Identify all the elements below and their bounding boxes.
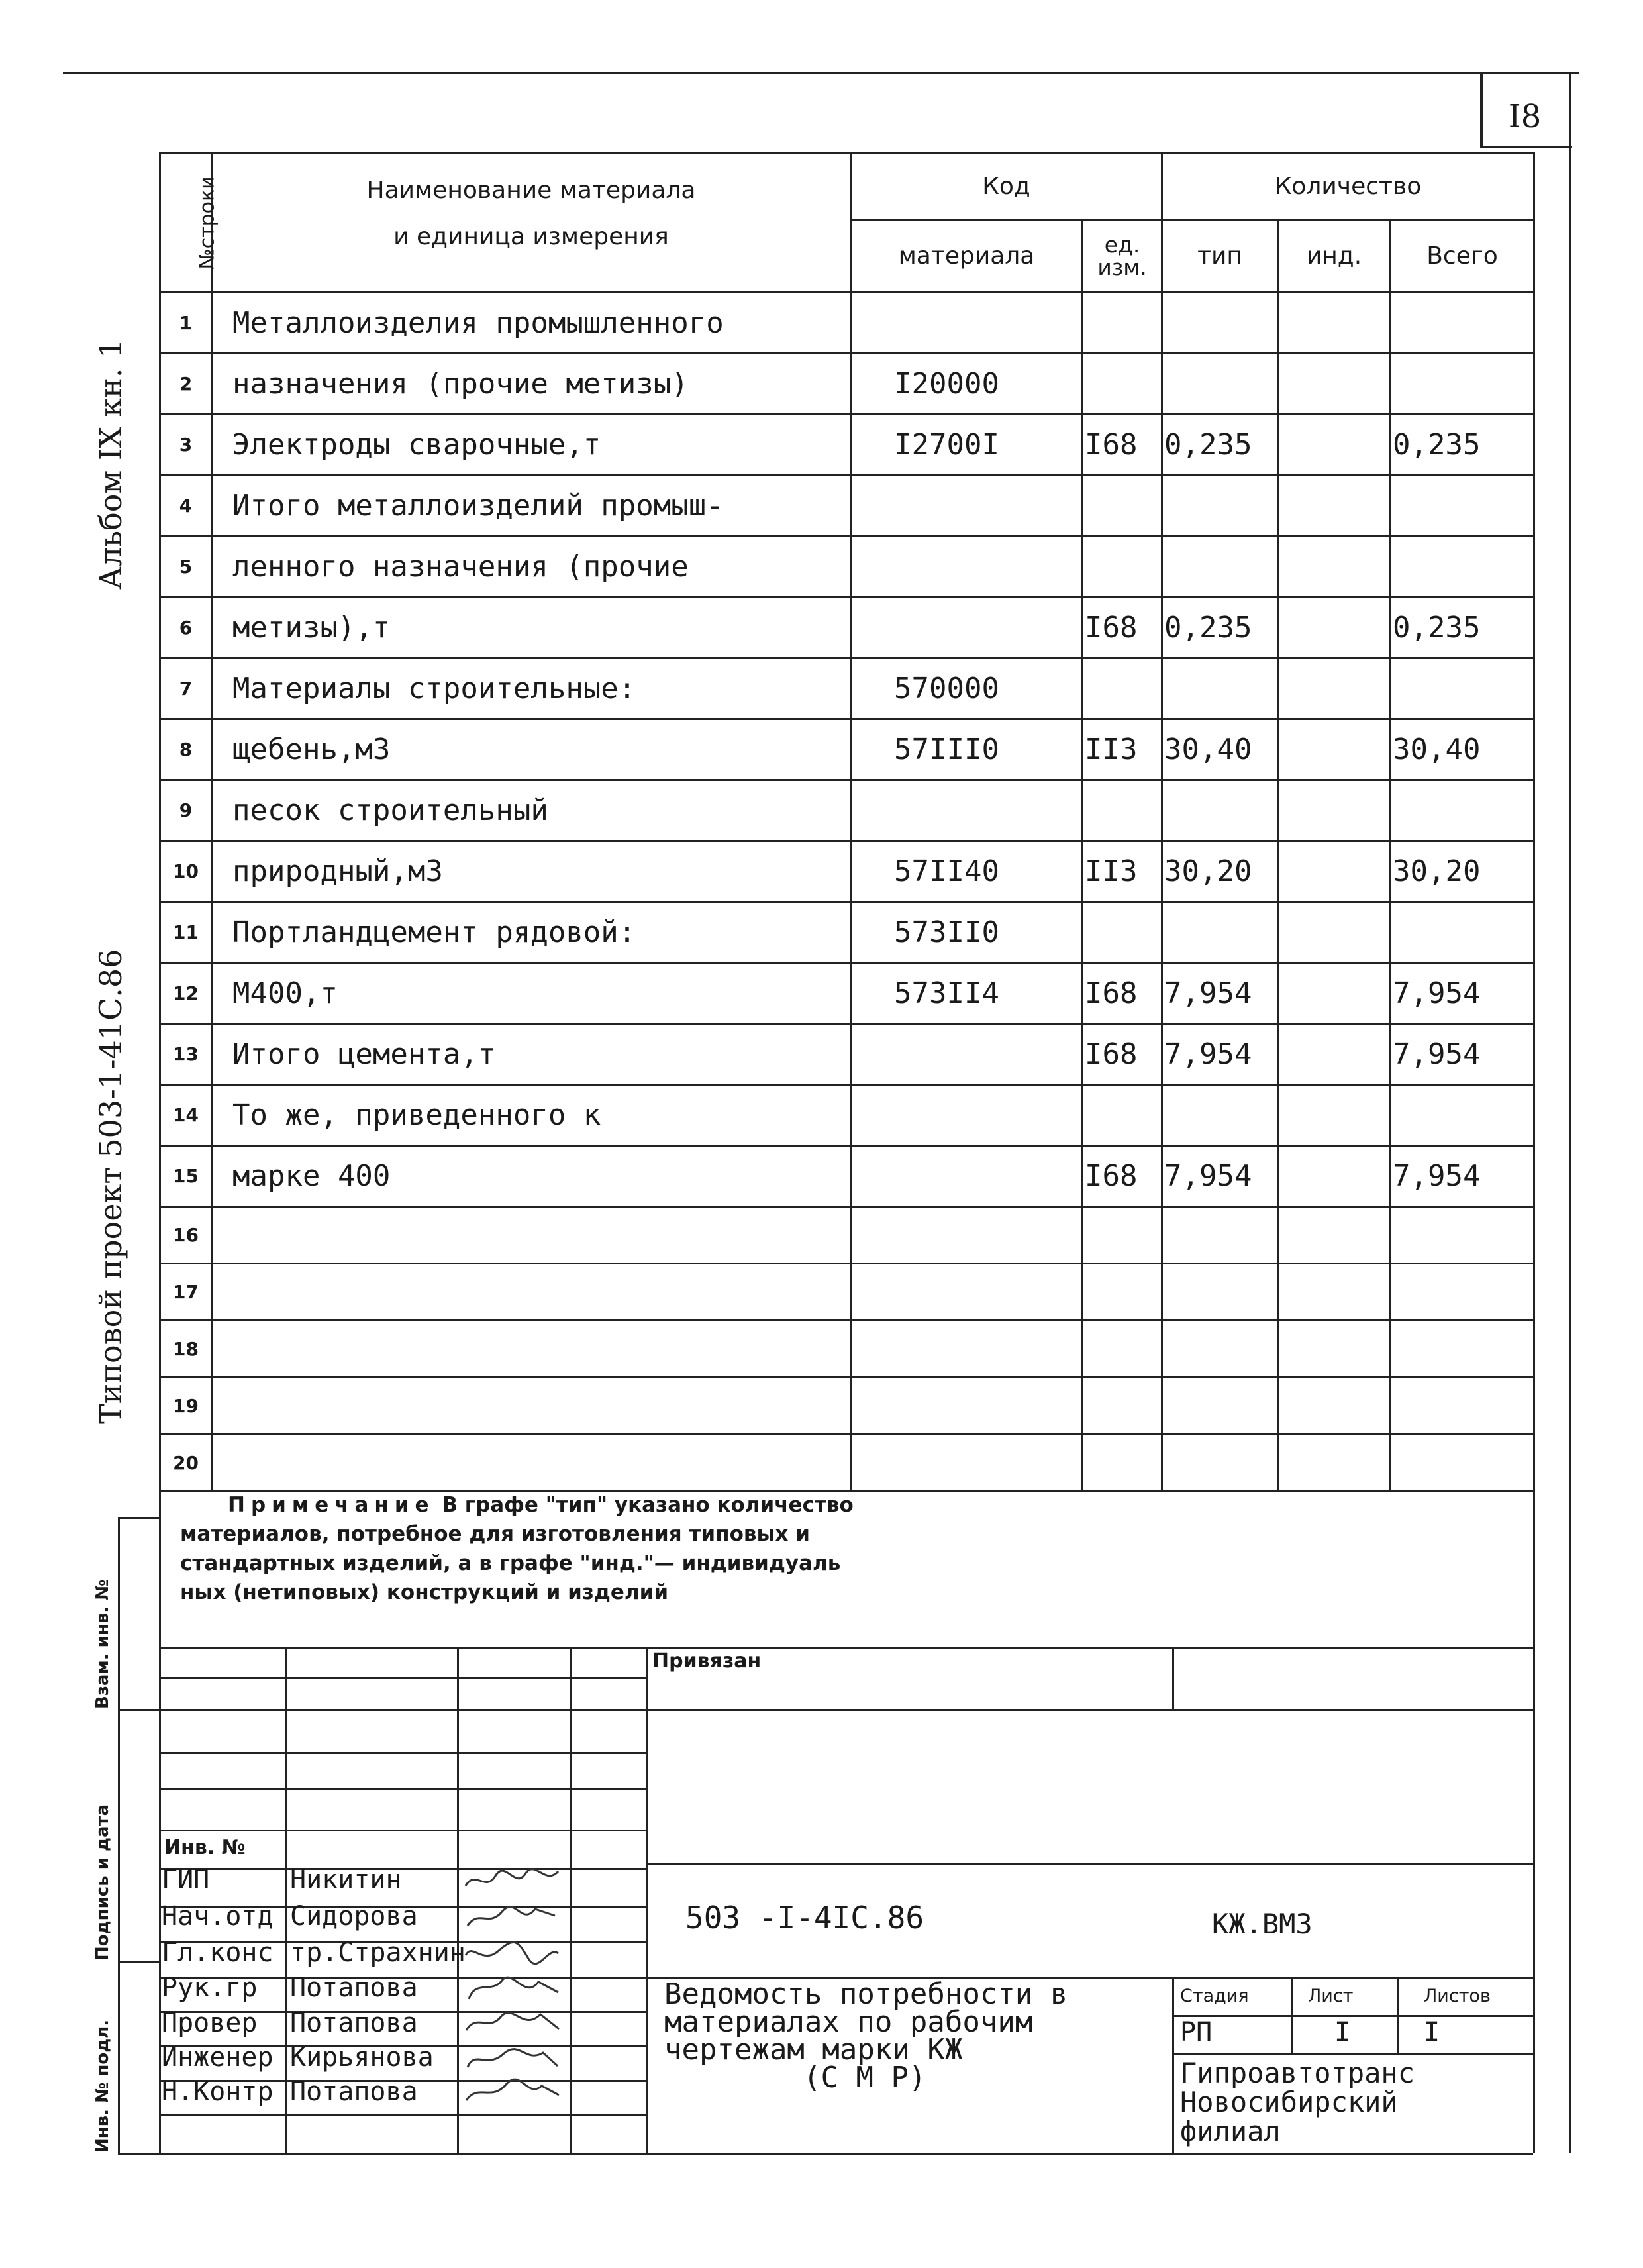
material-code: 57II40 [851, 841, 1083, 902]
qty-total: 7,954 [1391, 1146, 1534, 1207]
material-name: метизы),т [212, 597, 851, 658]
row-number: 12 [160, 963, 212, 1024]
tb-line [1172, 1977, 1174, 2153]
unit-code [1083, 293, 1162, 354]
material-code: I2700I [851, 415, 1083, 476]
qty-total [1391, 1264, 1534, 1321]
unit-code: I68 [1083, 1146, 1162, 1207]
stamp-name: Кирьянова [290, 2042, 434, 2073]
code-material-header: материала [851, 220, 1083, 293]
qty-ind [1278, 1207, 1391, 1264]
qty-total: 30,20 [1391, 841, 1534, 902]
qty-total: 0,235 [1391, 415, 1534, 476]
table-row [160, 1146, 1534, 1207]
unit-code [1083, 658, 1162, 719]
row-number: 14 [160, 1085, 212, 1146]
table-row [160, 476, 1534, 537]
row-number: 4 [160, 476, 212, 537]
table-row [160, 354, 1534, 415]
qty-ind [1278, 415, 1391, 476]
qty-ind [1278, 963, 1391, 1024]
qty-ind [1278, 476, 1391, 537]
qty-ind [1278, 537, 1391, 597]
signature-mark [462, 2009, 562, 2039]
quantity-group-header: Количество [1162, 154, 1534, 220]
qty-ind [1278, 1435, 1391, 1492]
material-name: марке 400 [212, 1146, 851, 1207]
qty-total: 7,954 [1391, 1024, 1534, 1085]
signature-mark [462, 2043, 562, 2074]
tb-line [457, 1647, 459, 2153]
note-line-1: В графе "тип" указано количество [434, 1493, 854, 1517]
stamp-role: Нач.отд [162, 1901, 274, 1932]
qty-ind [1278, 841, 1391, 902]
row-number: 13 [160, 1024, 212, 1085]
stamp-name: Потапова [290, 1973, 418, 2003]
qty-total: 0,235 [1391, 597, 1534, 658]
sheet-label: Лист [1308, 1986, 1354, 2006]
qty-type [1162, 476, 1278, 537]
row-number: 2 [160, 354, 212, 415]
stage-value: РП [1180, 2017, 1213, 2047]
tb-line [159, 2153, 1533, 2155]
table-row [160, 597, 1534, 658]
material-code [851, 537, 1083, 597]
qty-type: 0,235 [1162, 415, 1278, 476]
tb-line [1397, 1977, 1399, 2053]
unit-code [1083, 537, 1162, 597]
signature-mark [462, 1939, 562, 1969]
row-number: 15 [160, 1146, 212, 1207]
podpis-data-label: Подпись и дата [93, 1804, 113, 1961]
table-row [160, 1085, 1534, 1146]
material-name [212, 1378, 851, 1435]
qty-type [1162, 1085, 1278, 1146]
row-number: 17 [160, 1264, 212, 1321]
row-number: 19 [160, 1378, 212, 1435]
qty-total [1391, 1378, 1534, 1435]
material-code: 570000 [851, 658, 1083, 719]
organization: Гипроавтотранс Новосибирский филиал [1180, 2057, 1415, 2147]
material-code [851, 1146, 1083, 1207]
stamp-role: Рук.гр [162, 1973, 258, 2003]
unit-code [1083, 476, 1162, 537]
qty-ind [1278, 293, 1391, 354]
material-name: Электроды сварочные,т [212, 415, 851, 476]
inv-podl-label: Инв. № подл. [93, 2019, 113, 2153]
stamp-name: Никитин [290, 1865, 402, 1895]
material-name: ленного назначения (прочие [212, 537, 851, 597]
tb-line [1291, 1977, 1293, 2053]
note-block [180, 1490, 942, 1607]
qty-type [1162, 354, 1278, 415]
unit-code: II3 [1083, 719, 1162, 780]
tb-line [570, 1647, 572, 2153]
table-row [160, 1378, 1534, 1435]
qty-ind [1278, 658, 1391, 719]
row-number: 11 [160, 902, 212, 963]
project-code: 503 -I-4IС.86 [685, 1900, 924, 1935]
qty-type: 30,20 [1162, 841, 1278, 902]
note-line-3: стандартных изделий, а в графе "инд."— индивидуаль [180, 1551, 841, 1575]
unit-code [1083, 1264, 1162, 1321]
top-border-line [63, 72, 1579, 74]
qty-type: 7,954 [1162, 1024, 1278, 1085]
tb-line [159, 1709, 1533, 1711]
qty-total [1391, 780, 1534, 841]
privyazan-label: Привязан [652, 1649, 762, 1673]
signature-mark [462, 1974, 562, 2004]
qty-ind [1278, 1264, 1391, 1321]
material-code [851, 780, 1083, 841]
margin-line [118, 1961, 160, 1963]
qty-ind [1278, 1146, 1391, 1207]
album-label: Альбом IX кн. 1 [93, 338, 128, 590]
material-name [212, 1435, 851, 1492]
unit-code [1083, 1207, 1162, 1264]
row-number: 3 [160, 415, 212, 476]
qty-ind [1278, 1321, 1391, 1378]
tb-line [159, 1830, 646, 1831]
right-border-line [1569, 73, 1571, 2153]
row-number: 18 [160, 1321, 212, 1378]
qty-total [1391, 537, 1534, 597]
tb-line [646, 1647, 648, 2153]
material-name: Металлоизделия промышленного [212, 293, 851, 354]
material-name [212, 1321, 851, 1378]
row-number: 9 [160, 780, 212, 841]
qty-ind [1278, 719, 1391, 780]
unit-code [1083, 780, 1162, 841]
table-row [160, 719, 1534, 780]
table-row [160, 841, 1534, 902]
row-number: 1 [160, 293, 212, 354]
margin-column-line [118, 1517, 120, 2153]
qty-type [1162, 780, 1278, 841]
material-code: I20000 [851, 354, 1083, 415]
code-group-header: Код [851, 154, 1162, 220]
qty-type: 7,954 [1162, 1146, 1278, 1207]
table-row [160, 415, 1534, 476]
row-number: 6 [160, 597, 212, 658]
tb-line [1172, 2053, 1533, 2055]
stamp-name: Потапова [290, 2008, 418, 2038]
row-number: 20 [160, 1435, 212, 1492]
tb-line [159, 1480, 161, 2153]
tb-line [1172, 1647, 1174, 1709]
table-row [160, 1321, 1534, 1378]
unit-code: I68 [1083, 1024, 1162, 1085]
tb-line [159, 1677, 646, 1679]
material-name: назначения (прочие метизы) [212, 354, 851, 415]
material-name: Портландцемент рядовой: [212, 902, 851, 963]
margin-line [118, 1517, 160, 1519]
qty-type [1162, 537, 1278, 597]
inv-no-label: Инв. № [164, 1836, 246, 1859]
stamp-name: Сидорова [290, 1901, 418, 1932]
qty-type: 0,235 [1162, 597, 1278, 658]
qty-type [1162, 1378, 1278, 1435]
unit-code: II3 [1083, 841, 1162, 902]
name-header: Наименование материала и единица измерения [212, 154, 851, 293]
qty-ind [1278, 902, 1391, 963]
margin-line [118, 1709, 160, 1711]
unit-code [1083, 1435, 1162, 1492]
table-row [160, 963, 1534, 1024]
qty-type: 30,40 [1162, 719, 1278, 780]
sheet-number: I8 [1508, 98, 1542, 135]
material-code [851, 1207, 1083, 1264]
qty-type [1162, 1321, 1278, 1378]
row-number: 7 [160, 658, 212, 719]
qty-ind [1278, 780, 1391, 841]
stamp-role: Гл.конс [162, 1937, 274, 1968]
unit-code [1083, 1378, 1162, 1435]
material-name: М400,т [212, 963, 851, 1024]
unit-code [1083, 902, 1162, 963]
material-code [851, 1435, 1083, 1492]
qty-type [1162, 658, 1278, 719]
tb-line [1172, 2015, 1533, 2017]
sheets-value: I [1424, 2017, 1440, 2047]
unit-code: I68 [1083, 415, 1162, 476]
table-row [160, 1435, 1534, 1492]
material-name: Итого цемента,т [212, 1024, 851, 1085]
table-row [160, 293, 1534, 354]
qty-total: 7,954 [1391, 963, 1534, 1024]
tb-line [159, 1788, 646, 1790]
material-code [851, 293, 1083, 354]
unit-code [1083, 354, 1162, 415]
material-name [212, 1207, 851, 1264]
stamp-role: Инженер [162, 2042, 274, 2073]
note-line-4: ных (нетиповых) конструкций и изделий [180, 1580, 669, 1604]
qty-type [1162, 902, 1278, 963]
row-number: 16 [160, 1207, 212, 1264]
stamp-role: Н.Контр [162, 2077, 274, 2107]
material-code: 573II0 [851, 902, 1083, 963]
signature-mark [462, 2078, 562, 2108]
signature-mark [462, 1866, 562, 1896]
qty-total [1391, 476, 1534, 537]
table-row [160, 1207, 1534, 1264]
material-code [851, 1085, 1083, 1146]
row-number: 10 [160, 841, 212, 902]
signature-mark [462, 1902, 562, 1933]
qty-total [1391, 1085, 1534, 1146]
tb-line [159, 1647, 1533, 1649]
material-code [851, 476, 1083, 537]
unit-code [1083, 1321, 1162, 1378]
margin-line [118, 2153, 160, 2155]
document-title: Ведомость потребности в материалах по рабочим чертежам марки КЖ (С М Р) [664, 1977, 1068, 2094]
qty-ind [1278, 597, 1391, 658]
qty-type [1162, 293, 1278, 354]
row-number-header: №строки [160, 154, 212, 293]
material-name: Итого металлоизделий промыш- [212, 476, 851, 537]
material-name: щебень,м3 [212, 719, 851, 780]
stamp-name: Потапова [290, 2077, 418, 2107]
material-code: 57III0 [851, 719, 1083, 780]
sheets-label: Листов [1424, 1986, 1491, 2006]
tb-line [159, 1752, 646, 1754]
note-lead: Примечание [228, 1493, 435, 1517]
row-number: 8 [160, 719, 212, 780]
material-code [851, 1321, 1083, 1378]
qty-type [1162, 1207, 1278, 1264]
qty-ind [1278, 1085, 1391, 1146]
unit-code: I68 [1083, 597, 1162, 658]
material-name: песок строительный [212, 780, 851, 841]
unit-header: ед. изм. [1083, 220, 1162, 293]
table-row [160, 537, 1534, 597]
stamp-role: Провер [162, 2008, 258, 2038]
row-number: 5 [160, 537, 212, 597]
qty-total-header: Всего [1391, 220, 1534, 293]
qty-type: 7,954 [1162, 963, 1278, 1024]
qty-total [1391, 1207, 1534, 1264]
vzam-inv-label: Взам. инв. № [93, 1579, 113, 1709]
drawing-mark: КЖ.ВМЗ [1212, 1908, 1313, 1940]
material-code [851, 597, 1083, 658]
material-code [851, 1024, 1083, 1085]
tb-line [159, 2114, 646, 2116]
material-name [212, 1264, 851, 1321]
qty-type [1162, 1264, 1278, 1321]
table-row [160, 902, 1534, 963]
qty-ind [1278, 354, 1391, 415]
material-name: То же, приведенного к [212, 1085, 851, 1146]
table-row [160, 1264, 1534, 1321]
material-code: 573II4 [851, 963, 1083, 1024]
unit-code: I68 [1083, 963, 1162, 1024]
material-name: природный,м3 [212, 841, 851, 902]
materials-table [159, 152, 1535, 1492]
project-label: Типовой проект 503-1-41С.86 [93, 949, 128, 1424]
sheet-value: I [1334, 2017, 1351, 2047]
qty-ind [1278, 1378, 1391, 1435]
table-row [160, 1024, 1534, 1085]
qty-total [1391, 293, 1534, 354]
material-code [851, 1264, 1083, 1321]
note-line-2: материалов, потребное для изготовления типовых и [180, 1522, 811, 1546]
material-code [851, 1378, 1083, 1435]
qty-total [1391, 658, 1534, 719]
qty-total: 30,40 [1391, 719, 1534, 780]
tb-line [646, 1863, 1533, 1865]
stamp-role: ГИП [162, 1865, 210, 1895]
qty-type [1162, 1435, 1278, 1492]
tb-line [159, 1868, 646, 1870]
qty-total [1391, 354, 1534, 415]
unit-code [1083, 1085, 1162, 1146]
qty-total [1391, 1321, 1534, 1378]
material-name: Материалы строительные: [212, 658, 851, 719]
qty-total [1391, 902, 1534, 963]
table-row [160, 658, 1534, 719]
tb-line [285, 1647, 287, 2153]
table-row [160, 780, 1534, 841]
stage-label: Стадия [1180, 1986, 1249, 2006]
tb-line [1533, 1480, 1535, 2153]
qty-type-header: тип [1162, 220, 1278, 293]
qty-total [1391, 1435, 1534, 1492]
qty-ind [1278, 1024, 1391, 1085]
qty-ind-header: инд. [1278, 220, 1391, 293]
stamp-name: тр.Страхнин [290, 1937, 466, 1968]
